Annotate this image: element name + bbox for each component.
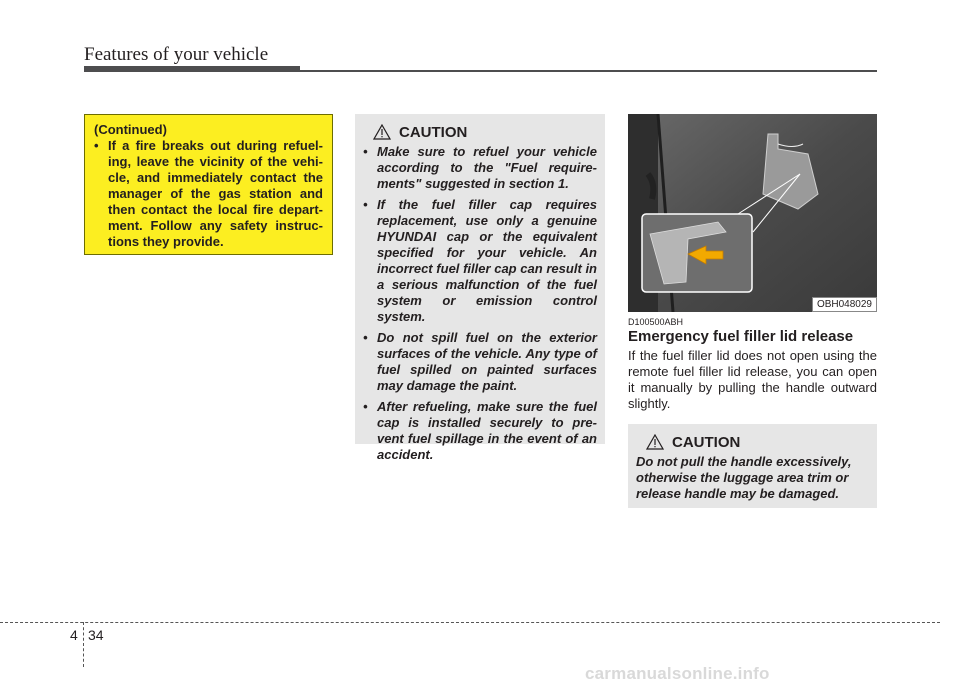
caution-item-text: Do not spill fuel on the exterior surfaces of the vehicle. Any type of fuel spilled on painted surfaces may damage the paint.: [377, 330, 597, 393]
caution-heading: [373, 122, 597, 142]
section-body: If the fuel filler lid does not open using the remote fuel filler lid release, you can open it manually by pulling the handle outward slightly.: [628, 348, 877, 411]
bullet-dot-icon: •: [363, 197, 368, 212]
caution-item: [363, 197, 597, 325]
bullet-dot-icon: •: [363, 144, 368, 159]
section-title: Emergency fuel filler lid release: [628, 328, 854, 345]
bullet-dot-icon: •: [94, 138, 99, 153]
continued-bullet: [94, 138, 323, 250]
header-rule-thin: [300, 70, 877, 72]
page-number: 34: [88, 627, 104, 643]
caution-text: Do not pull the handle excessively, otherwise the luggage area trim or release handle may be damaged.: [636, 454, 852, 501]
continued-bullet-text: If a fire breaks out during refuel-ing, leave the vicinity of the vehi-cle, and immediately contact the manager of the gas station and then contact the local fire depart-ment. Follow any safety instruc-tions they provide.: [108, 138, 323, 249]
fuel-lid-release-photo: [628, 114, 877, 312]
warning-triangle-icon: [646, 434, 664, 450]
site-watermark: carmanualsonline.info: [585, 664, 770, 683]
figure-code: OBH048029: [812, 297, 877, 312]
chapter-number: 4: [70, 627, 78, 643]
header-rule-thick: [84, 66, 300, 72]
footer-divider: [83, 622, 84, 667]
continued-label: (Continued): [94, 122, 167, 137]
caution-box-refuel: [355, 114, 605, 462]
caution-item-text: If the fuel filler cap requires replacement, use only a genuine HYUNDAI cap or the equivalent specified for your vehicle. An incorrect fuel filler cap can result in a serious malfunction of the fuel system or emission control system.: [377, 197, 597, 324]
warning-triangle-icon: [373, 124, 391, 140]
page-header-title: Features of your vehicle: [84, 44, 269, 65]
caution-heading-text: CAUTION: [399, 123, 468, 141]
fuel-lid-release-illustration: [628, 114, 877, 312]
footer-rule: [0, 622, 940, 623]
caution-list: [363, 144, 597, 463]
bullet-dot-icon: •: [363, 399, 368, 414]
continued-warning-box: [84, 114, 333, 255]
bullet-dot-icon: •: [363, 330, 368, 345]
caution-item: [363, 399, 597, 463]
caution-item: [363, 330, 597, 394]
section-code: D100500ABH: [628, 317, 684, 327]
caution-item-text: Make sure to refuel your vehicle according to the "Fuel require-ments" suggested in section 1.: [377, 144, 597, 191]
caution-item-text: After refueling, make sure the fuel cap is installed securely to pre-vent fuel spillage in the event of an accident.: [377, 399, 597, 462]
caution-heading-text: CAUTION: [672, 433, 741, 451]
caution-box-handle: [628, 424, 877, 508]
caution-item: [363, 144, 597, 192]
caution-heading: [646, 432, 869, 452]
